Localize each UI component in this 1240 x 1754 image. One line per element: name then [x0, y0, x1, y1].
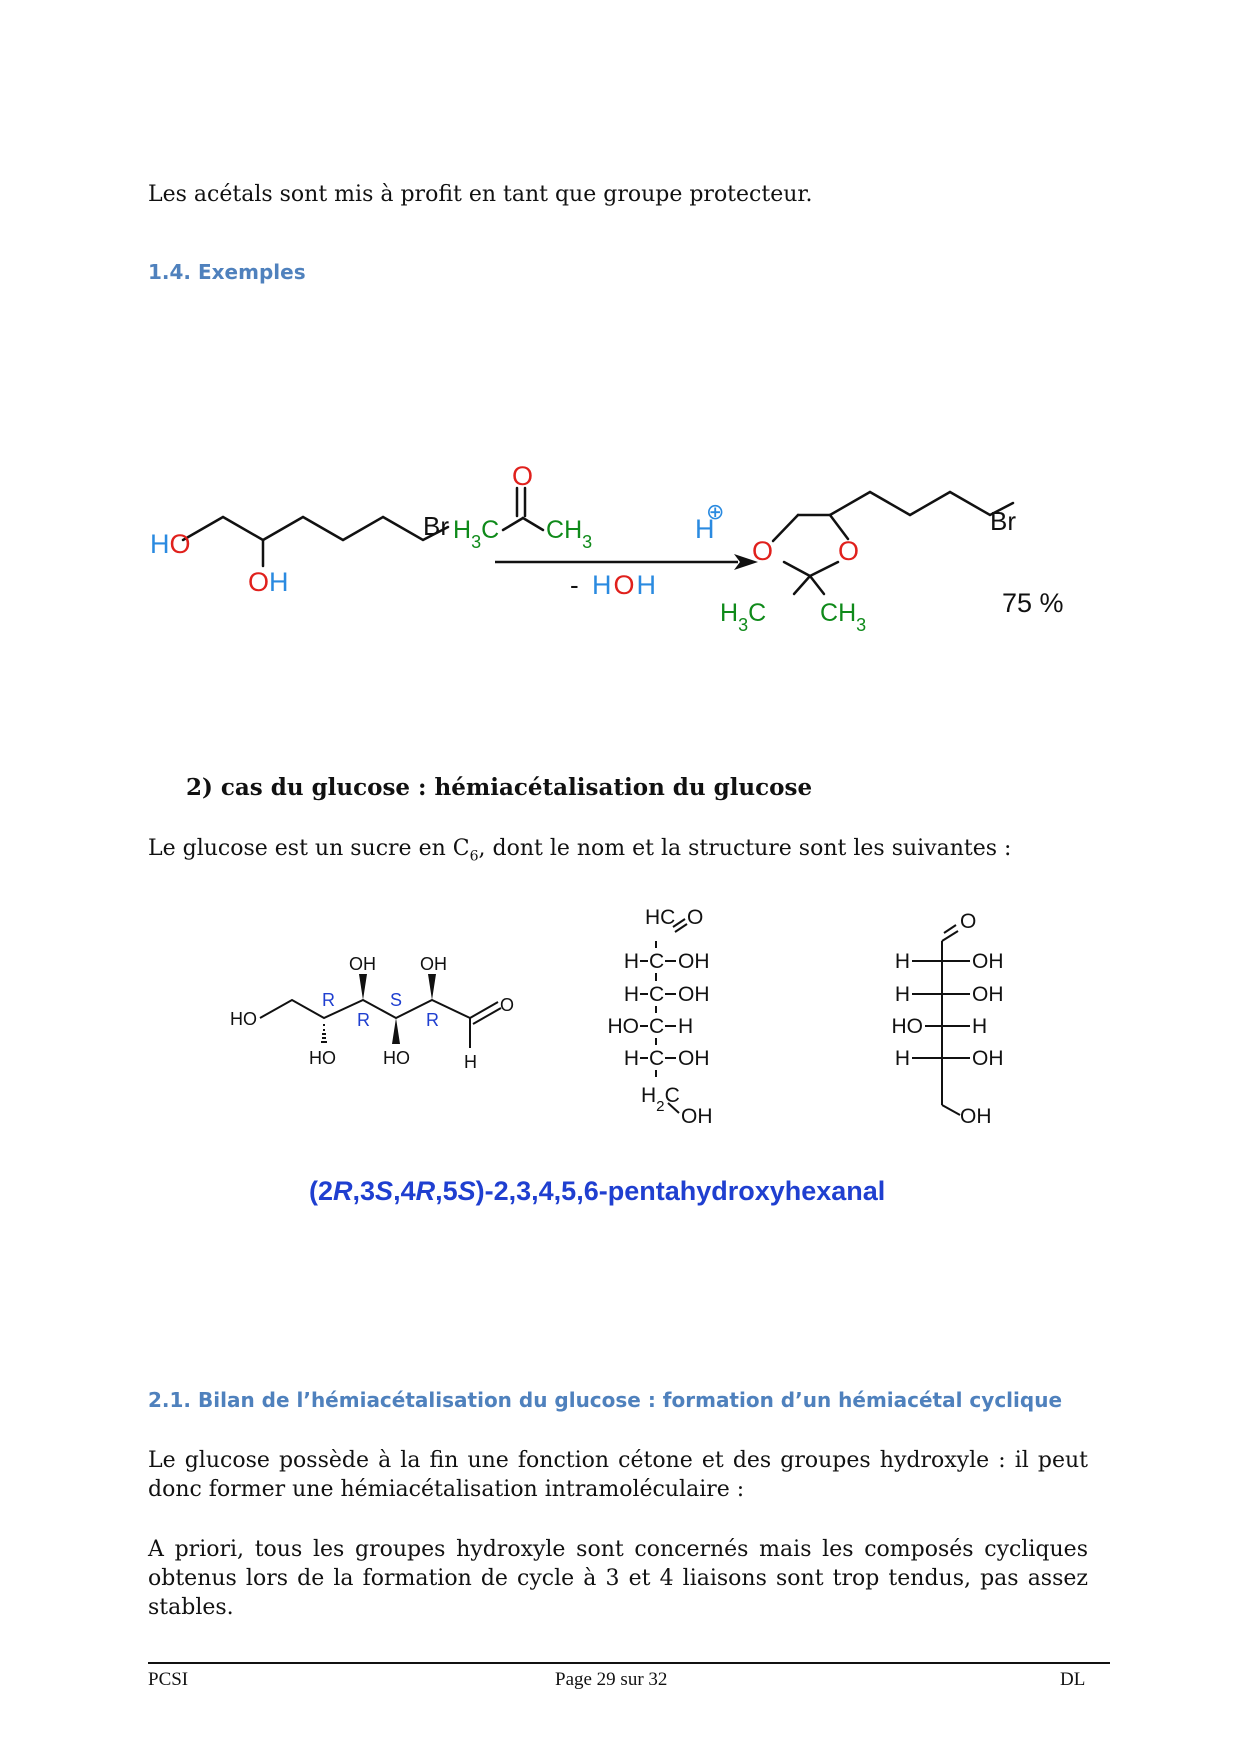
iupac-part-7: S [457, 1176, 476, 1206]
fischer-full-row3-right: H [678, 1015, 694, 1038]
fischer-short-bottom-oh: OH [960, 1105, 992, 1128]
fischer-short-row4-right: OH [972, 1047, 1004, 1070]
acetone-skeleton [503, 488, 543, 530]
section-heading-2-1: 2.1. Bilan de l’hémiacétalisation du glucose : formation d’un hémiacétal cyclique [148, 1388, 1063, 1412]
skeletal-oxygen: O [500, 995, 515, 1015]
product-h3c: $H_3C$ [720, 599, 767, 635]
fischer-full-bottom-oh: OH [681, 1105, 713, 1128]
iupac-part-0: (2 [309, 1176, 334, 1206]
stereo-label-c5: R [322, 990, 335, 1010]
footer-center: Page 29 sur 32 [555, 1669, 668, 1690]
footer-left: PCSI [148, 1669, 189, 1690]
byproduct-h1: H [592, 570, 612, 600]
footer-right: DL [1060, 1669, 1086, 1690]
fischer-full-row3-center: C [649, 1015, 665, 1038]
reactant-oh-o: O [248, 567, 270, 597]
skeletal-h: H [464, 1052, 477, 1072]
product-skeleton [773, 492, 1013, 594]
section-heading-1-4: 1.4. Exemples [148, 260, 306, 284]
svg-text:HO [150, 529, 191, 559]
fischer-short-row1-right: OH [972, 950, 1004, 973]
acetone-h3c: $H_3C$ [453, 516, 500, 552]
acetone-oxygen: O [512, 461, 534, 491]
fischer-full-top-o: O [687, 906, 704, 929]
fischer-full-row1-right: OH [678, 950, 710, 973]
glucose-fischer-full-figure [607, 895, 785, 1150]
byproduct-o: O [613, 570, 635, 600]
fischer-full-row3-left: HO [607, 1015, 639, 1038]
catalyst-plus-icon: ⊕ [706, 499, 725, 524]
skeletal-ho-bottom2: HO [383, 1048, 410, 1068]
stereo-label-c2: R [426, 1010, 439, 1030]
skeletal-ho-left: HO [230, 1009, 257, 1029]
fischer-short-row3-right: H [972, 1015, 988, 1038]
svg-text:HOH [592, 570, 656, 600]
reactant-oh-h: H [269, 567, 289, 597]
glucose-intro-subscript: 6 [469, 848, 479, 865]
skeletal-oh-top1: OH [349, 954, 376, 974]
paragraph-1: Le glucose possède à la fin une fonction cétone et des groupes hydroxyle : il peut donc former une hémiacétalisation intramoléculaire : [148, 1448, 1088, 1502]
stereo-label-c3: S [390, 990, 403, 1010]
reactant-ho-h: H [150, 529, 170, 559]
catalyst-h: H [695, 514, 715, 544]
fischer-full-row1-center: C [649, 950, 665, 973]
fischer-full-row2-right: OH [678, 983, 710, 1006]
reactant-ho-o: O [169, 529, 191, 559]
acetone-ch3: $CH_3$ [546, 516, 593, 552]
iupac-part-8: )-2,3,4,5,6-pentahydroxyhexanal [475, 1176, 886, 1206]
iupac-part-5: R [415, 1176, 436, 1206]
glucose-fischer-short-figure [880, 895, 1040, 1150]
fischer-short-row3-left: HO [891, 1015, 923, 1038]
iupac-name [309, 1176, 885, 1207]
footer-rule [148, 1662, 1110, 1664]
skeletal-ho-bottom1: HO [309, 1048, 336, 1068]
iupac-part-6: ,5 [435, 1176, 458, 1206]
svg-text:OH [248, 567, 289, 597]
product-o-right: O [838, 536, 860, 566]
glucose-intro-before: Le glucose est un sucre en C [148, 836, 470, 861]
iupac-part-3: S [375, 1176, 394, 1206]
fischer-full-top-hc: HC [645, 906, 676, 929]
product-ch3: $CH_3$ [820, 599, 867, 635]
skeletal-oh-top2: OH [420, 954, 447, 974]
product-bromine: Br [990, 506, 1016, 536]
paragraph-2: A priori, tous les groupes hydroxyle sont concernés mais les composés cycliques obtenus lors de la formation de cycle à 3 et 4 liaisons sont trop tendus, pas assez stables. [148, 1537, 1088, 1620]
fischer-short-row2-right: OH [972, 983, 1004, 1006]
fischer-short-row4-left: H [894, 1047, 910, 1070]
acetal-reaction-figure [140, 460, 1100, 660]
byproduct-h2: H [636, 570, 657, 600]
product-o-left: O [752, 536, 774, 566]
iupac-part-1: R [333, 1176, 353, 1206]
reactant-bromine: Br [423, 511, 449, 541]
fischer-full-row2-center: C [649, 983, 665, 1006]
glucose-intro-text [148, 834, 1011, 871]
glucose-intro-after: , dont le nom et la structure sont les suivantes : [478, 836, 1012, 861]
fischer-full-row4-left: H [623, 1047, 639, 1070]
fischer-short-row2-left: H [894, 983, 910, 1006]
glucose-skeletal-figure [220, 940, 540, 1080]
fischer-short-top-o: O [960, 910, 977, 933]
intro-text: Les acétals sont mis à profit en tant que groupe protecteur. [148, 182, 813, 207]
byproduct-minus: - [570, 570, 579, 600]
reactant-skeleton [183, 517, 448, 566]
stereo-label-c4: R [357, 1010, 370, 1030]
fischer-short-row1-left: H [894, 950, 910, 973]
fischer-full-bottom-h2c: $H_2C$ [641, 1084, 680, 1115]
iupac-part-2: ,3 [352, 1176, 376, 1206]
iupac-part-4: ,4 [393, 1176, 416, 1206]
fischer-full-row1-left: H [623, 950, 639, 973]
reaction-yield: 75 % [1002, 588, 1064, 618]
fischer-full-row4-right: OH [678, 1047, 710, 1070]
svg-text:- [570, 570, 579, 600]
fischer-full-row2-left: H [623, 983, 639, 1006]
fischer-full-row4-center: C [649, 1047, 665, 1070]
section-heading-2: 2) cas du glucose : hémiacétalisation du glucose [186, 774, 813, 801]
